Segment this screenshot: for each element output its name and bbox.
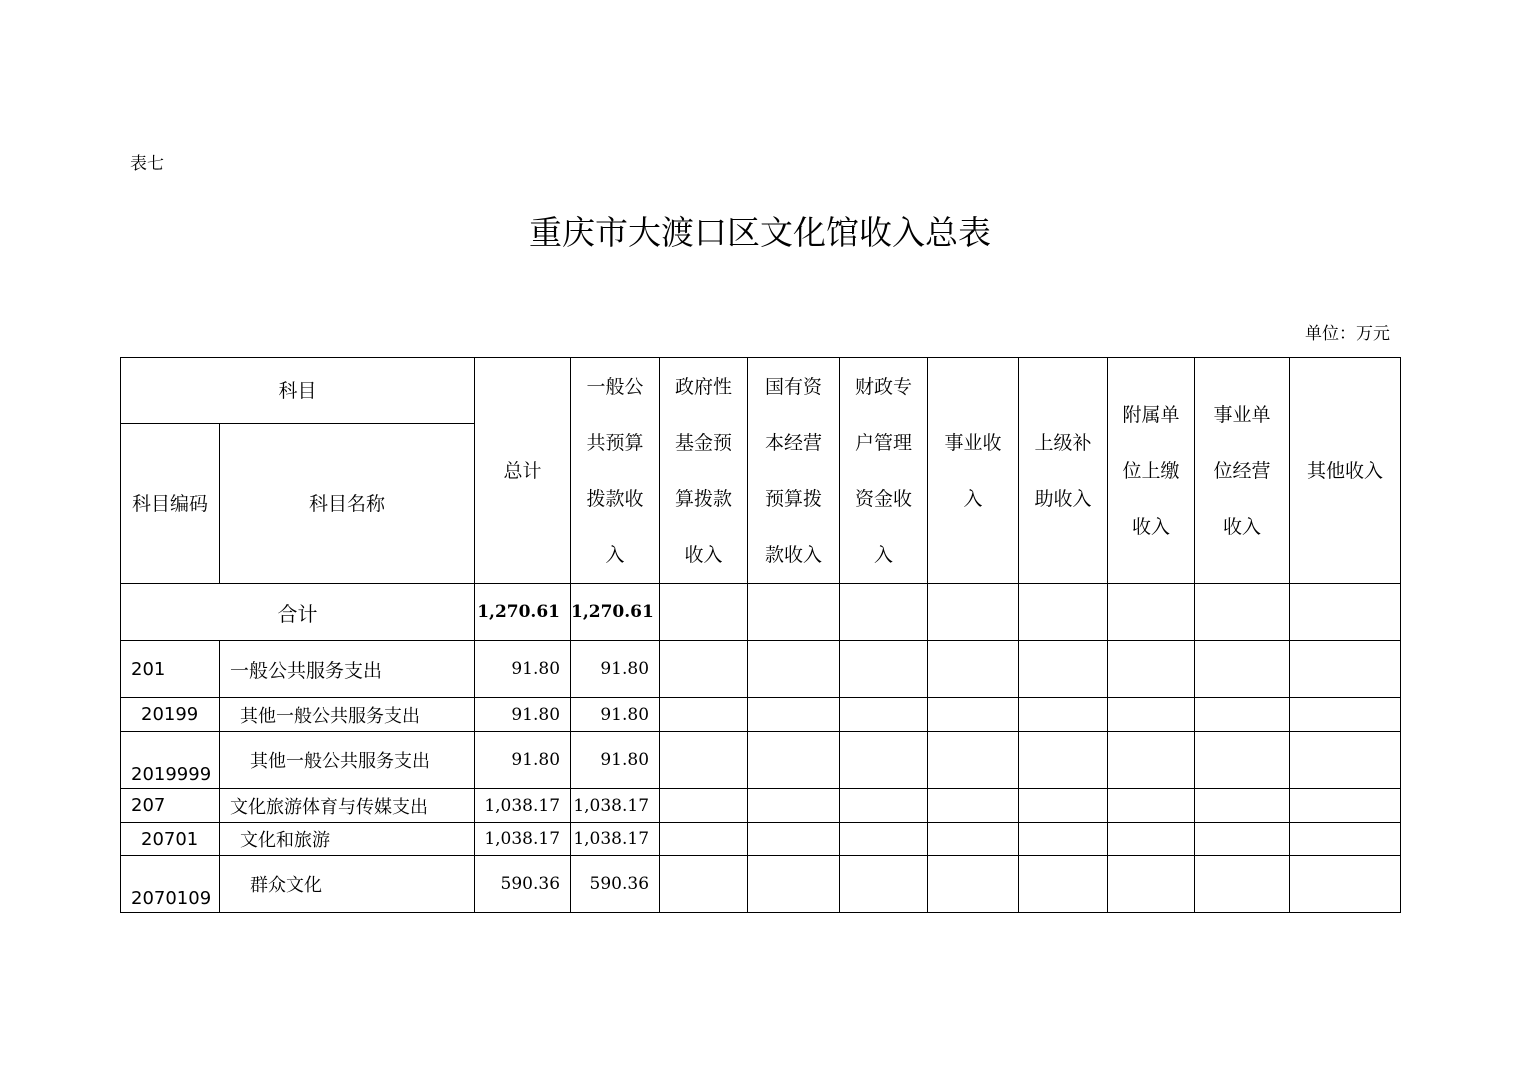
row-name: 一般公共服务支出	[220, 641, 475, 698]
table-row	[121, 732, 1401, 789]
header-state-capital-line: 国有资	[765, 375, 823, 398]
empty-cell	[840, 732, 928, 789]
totals-row	[121, 584, 1401, 641]
empty-cell	[748, 856, 840, 913]
header-state-capital-line: 预算拨	[765, 487, 823, 510]
header-subject-code: 科目编码	[121, 424, 220, 584]
empty-cell	[928, 584, 1019, 641]
row-total: 91.80	[475, 732, 571, 789]
header-affiliated-line: 附属单	[1122, 403, 1180, 426]
row-code: 2019999	[121, 732, 220, 789]
header-subject: 科目	[121, 358, 475, 424]
empty-cell	[748, 789, 840, 823]
row-general-budget: 1,038.17	[571, 789, 660, 823]
empty-cell	[928, 823, 1019, 856]
header-superior-subsidy	[1019, 358, 1108, 584]
header-other: 其他收入	[1290, 358, 1401, 584]
header-fiscal-special-line: 资金收	[855, 487, 913, 510]
empty-cell	[660, 823, 748, 856]
header-fiscal-special-line: 入	[874, 543, 894, 566]
row-general-budget: 91.80	[571, 732, 660, 789]
header-gov-fund-line: 算拨款	[675, 487, 733, 510]
row-total: 91.80	[475, 641, 571, 698]
empty-cell	[1108, 584, 1195, 641]
empty-cell	[660, 789, 748, 823]
header-superior-subsidy-line: 助收入	[1034, 487, 1092, 510]
header-subject-name: 科目名称	[220, 424, 475, 584]
header-general-budget-line: 拨款收	[586, 487, 644, 510]
empty-cell	[1290, 698, 1401, 732]
row-general-budget: 91.80	[571, 641, 660, 698]
empty-cell	[1195, 823, 1290, 856]
header-business-operation-line: 收入	[1223, 515, 1262, 538]
row-total: 91.80	[475, 698, 571, 732]
header-business	[928, 358, 1019, 584]
empty-cell	[1108, 823, 1195, 856]
empty-cell	[928, 732, 1019, 789]
empty-cell	[1195, 641, 1290, 698]
row-code: 20701	[121, 823, 220, 856]
empty-cell	[1195, 698, 1290, 732]
header-business-operation	[1195, 358, 1290, 584]
empty-cell	[660, 732, 748, 789]
empty-cell	[1108, 698, 1195, 732]
table-row	[121, 641, 1401, 698]
table-row	[121, 856, 1401, 913]
header-affiliated	[1108, 358, 1195, 584]
header-affiliated-line: 位上缴	[1122, 459, 1180, 482]
header-affiliated-line: 收入	[1132, 515, 1171, 538]
row-code: 2070109	[121, 856, 220, 913]
header-business-operation-line: 事业单	[1213, 403, 1271, 426]
empty-cell	[840, 641, 928, 698]
row-name: 其他一般公共服务支出	[220, 698, 475, 732]
row-name: 文化和旅游	[220, 823, 475, 856]
empty-cell	[928, 641, 1019, 698]
header-state-capital	[748, 358, 840, 584]
header-gov-fund-line: 收入	[684, 543, 723, 566]
empty-cell	[928, 856, 1019, 913]
empty-cell	[840, 698, 928, 732]
empty-cell	[1290, 789, 1401, 823]
empty-cell	[748, 698, 840, 732]
header-state-capital-line: 款收入	[765, 543, 823, 566]
empty-cell	[1019, 856, 1108, 913]
header-superior-subsidy-line: 上级补	[1034, 431, 1092, 454]
table-row	[121, 698, 1401, 732]
row-general-budget: 590.36	[571, 856, 660, 913]
unit-label: 单位：万元	[1305, 324, 1390, 344]
header-gov-fund-line: 政府性	[675, 375, 733, 398]
header-business-line: 事业收	[944, 431, 1002, 454]
row-code: 20199	[121, 698, 220, 732]
header-general-budget-line: 共预算	[586, 431, 644, 454]
header-gov-fund	[660, 358, 748, 584]
header-fiscal-special-line: 财政专	[855, 375, 913, 398]
header-fiscal-special-line: 户管理	[855, 431, 913, 454]
totals-label: 合计	[121, 584, 475, 641]
header-business-operation-line: 位经营	[1213, 459, 1271, 482]
empty-cell	[660, 584, 748, 641]
empty-cell	[1019, 823, 1108, 856]
row-name: 文化旅游体育与传媒支出	[220, 789, 475, 823]
totals-general-budget: 1,270.61	[571, 584, 660, 641]
empty-cell	[1290, 732, 1401, 789]
table-row	[121, 789, 1401, 823]
empty-cell	[748, 641, 840, 698]
empty-cell	[748, 732, 840, 789]
empty-cell	[1290, 584, 1401, 641]
empty-cell	[1195, 856, 1290, 913]
row-total: 1,038.17	[475, 823, 571, 856]
header-general-budget	[571, 358, 660, 584]
empty-cell	[1195, 789, 1290, 823]
header-gov-fund-line: 基金预	[675, 431, 733, 454]
empty-cell	[1290, 641, 1401, 698]
empty-cell	[840, 584, 928, 641]
header-fiscal-special	[840, 358, 928, 584]
header-business-line: 入	[963, 487, 983, 510]
row-code: 201	[121, 641, 220, 698]
header-total: 总计	[475, 358, 571, 584]
row-general-budget: 1,038.17	[571, 823, 660, 856]
empty-cell	[748, 823, 840, 856]
row-name: 群众文化	[220, 856, 475, 913]
empty-cell	[1108, 789, 1195, 823]
empty-cell	[1019, 641, 1108, 698]
empty-cell	[660, 698, 748, 732]
empty-cell	[928, 698, 1019, 732]
totals-total: 1,270.61	[475, 584, 571, 641]
header-general-budget-line: 入	[605, 543, 625, 566]
empty-cell	[1195, 584, 1290, 641]
row-name: 其他一般公共服务支出	[220, 732, 475, 789]
empty-cell	[840, 789, 928, 823]
empty-cell	[1108, 732, 1195, 789]
header-general-budget-line: 一般公	[586, 375, 644, 398]
row-code: 207	[121, 789, 220, 823]
empty-cell	[1290, 856, 1401, 913]
page-title: 重庆市大渡口区文化馆收入总表	[529, 213, 991, 252]
row-total: 1,038.17	[475, 789, 571, 823]
table-row	[121, 823, 1401, 856]
empty-cell	[1019, 584, 1108, 641]
header-state-capital-line: 本经营	[765, 431, 823, 454]
row-general-budget: 91.80	[571, 698, 660, 732]
empty-cell	[840, 856, 928, 913]
revenue-table	[120, 357, 1401, 913]
empty-cell	[748, 584, 840, 641]
empty-cell	[1195, 732, 1290, 789]
empty-cell	[1019, 698, 1108, 732]
empty-cell	[1108, 641, 1195, 698]
table-number-label: 表七	[130, 154, 164, 174]
empty-cell	[840, 823, 928, 856]
empty-cell	[1108, 856, 1195, 913]
empty-cell	[660, 641, 748, 698]
empty-cell	[928, 789, 1019, 823]
empty-cell	[660, 856, 748, 913]
empty-cell	[1019, 732, 1108, 789]
empty-cell	[1019, 789, 1108, 823]
row-total: 590.36	[475, 856, 571, 913]
empty-cell	[1290, 823, 1401, 856]
